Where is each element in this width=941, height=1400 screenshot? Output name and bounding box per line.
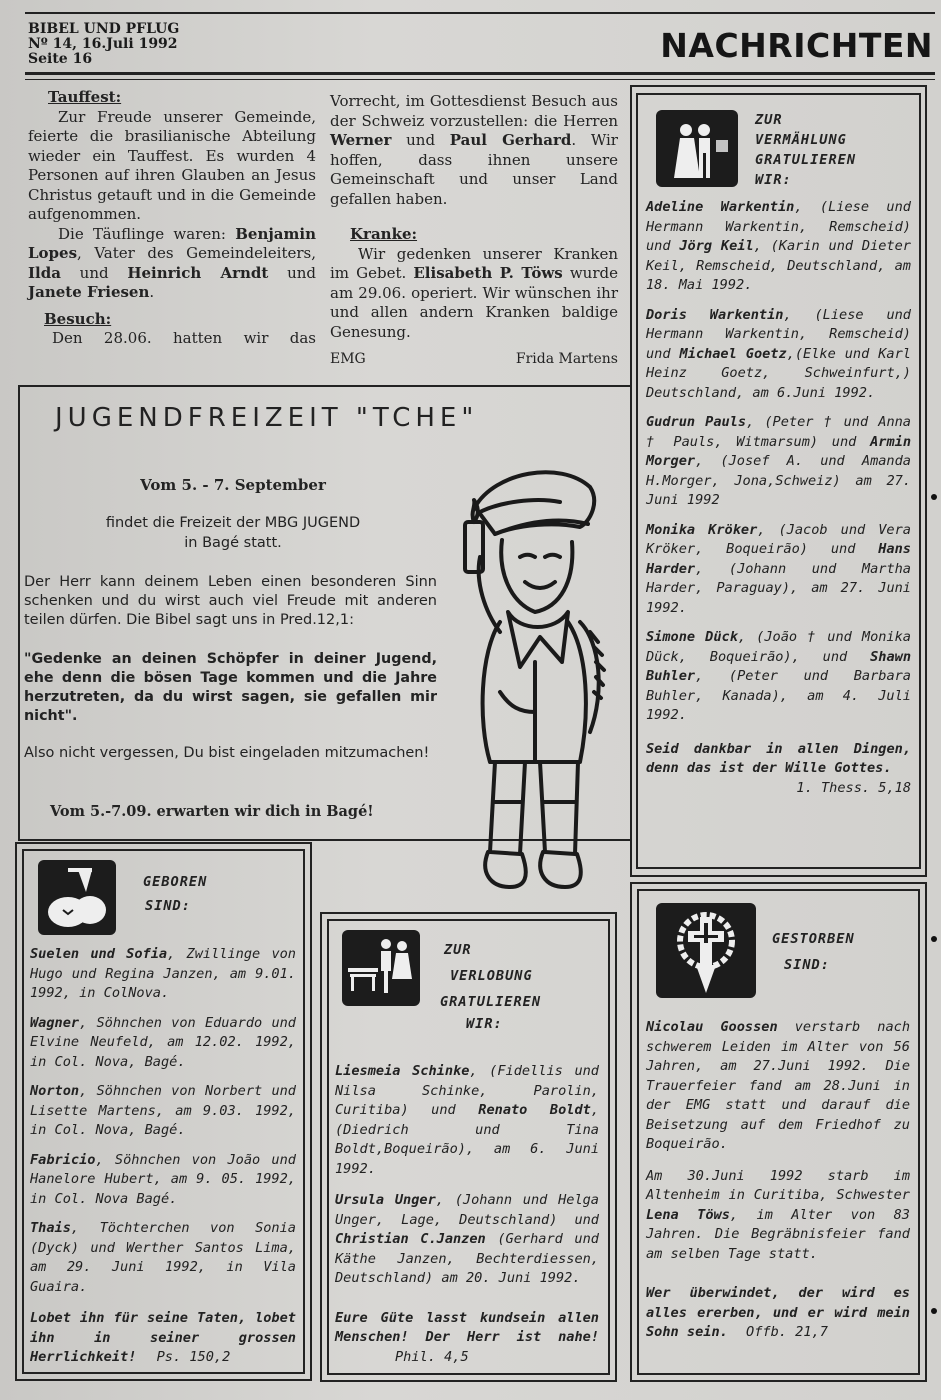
list-item: Suelen und Sofia, Zwillinge von Hugo und Regina Janzen, am 9.01. 1992, in ColNova. <box>30 946 296 1001</box>
top-rule <box>25 12 935 14</box>
besuch-heading: Besuch: <box>44 309 112 328</box>
vermaehlung-heading: ZUR VERMÄHLUNG GRATULIEREN WIR: <box>755 112 857 188</box>
list-item: Norton, Söhnchen von Norbert und Lisette Martens, am 9.03. 1992, in Col. Nova, Bagé. <box>30 1083 296 1138</box>
verlobung-verse: Eure Güte lasst kundsein allen Menschen! Der Herr ist nahe! Phil. 4,5 <box>335 1309 599 1365</box>
list-item: Monika Kröker, (Jacob und Vera Kröker, Boqueirão) und Hans Harder, (Johann und Martha Harder, Paraguay), am 27. Juni 1992. <box>646 521 911 616</box>
wedding-couple-icon <box>656 110 738 187</box>
engaged-couple-bench-icon <box>342 930 420 1006</box>
publication-name: BIBEL UND PFLUG <box>28 21 180 37</box>
besuch-first-line: Den 28.06. hatten wir das <box>52 329 316 347</box>
geboren-verse: Lobet ihn für seine Taten, lobet ihn in seiner grossen Herrlichkeit! Ps. 150,2 <box>30 1310 296 1365</box>
list-item: Fabricio, Söhnchen von João und Hanelore Hubert, am 9. 05. 1992, in Col. Nova Bagé. <box>30 1151 296 1207</box>
obituary-goossen: Nicolau Goossen verstarb nach schwerem Leiden im Alter von 56 Jahren, am 27.Juni 1992. Die Trauerfeier fand am 28.Juni in der EMG statt und darauf die Beisetzung auf dem Friedhof zu Boqueirão. <box>646 1019 911 1152</box>
boy-with-candle-drawing <box>440 462 630 907</box>
verlobung-heading: ZUR VERLOBUNG GRATULIEREN WIR: <box>440 942 542 1032</box>
gestorben-heading: GESTORBEN SIND: <box>772 931 855 973</box>
list-item: Simone Dück, (João † und Monika Dück, Boqueirão), und Shawn Buhler, (Peter und Barbara Buhler, Kanada), am 4. Juli 1992. <box>646 629 911 723</box>
vermaehlung-list <box>646 198 911 798</box>
header-rule-thin <box>25 79 935 80</box>
tauffest-baptized: Die Täuflinge waren: Benjamin Lopes, Vater des Gemeindeleiters, Ilda und Heinrich Arndt und Janete Friesen. <box>28 224 316 301</box>
geboren-heading: GEBOREN SIND: <box>143 874 208 914</box>
list-item: Gudrun Pauls, (Peter † und Anna † Pauls, Witmarsum) und Armin Morger, (Josef A. und Amanda H.Morger, Jona,Schweiz) am 27. Juni 1992 <box>646 414 911 508</box>
signature-author: Frida Martens <box>515 351 618 367</box>
cross-wreath-icon <box>656 903 756 998</box>
tauffest-article <box>28 88 316 349</box>
list-item: Wagner, Söhnchen von Eduardo und Elvine Neufeld, am 12.02. 1992, in Col. Nova, Bagé. <box>30 1014 296 1070</box>
verlobung-list <box>335 1062 599 1367</box>
jugendfreizeit-text: Der Herr kann deinem Leben einen besonderen Sinn schenken und du wirst auch viel Freude mit anderen teilen dürfen. Die Bibel sagt uns in Pred.12,1: <box>24 574 437 628</box>
section-title: NACHRICHTEN <box>660 26 933 65</box>
binder-hole <box>931 1308 937 1314</box>
jugendfreizeit-dates: Vom 5. - 7. September <box>140 476 326 494</box>
geboren-list <box>30 945 296 1368</box>
besuch-continued: Vorrecht, im Gottesdienst Besuch aus der Schweiz vorzustellen: die Herren Werner und Paul Gerhard. Wir hoffen, dass ihnen unsere Gemeinschaft und unser Land gefallen haben. <box>330 92 618 208</box>
issue-line: Nº 14, 16.Juli 1992 <box>28 36 178 52</box>
list-item: Liesmeia Schinke, (Fidellis und Nilsa Schinke, Parolin, Curitiba) und Renato Boldt, (Diedrich und Tina Boldt,Boqueirão), am 6. Juni 1992. <box>335 1063 600 1177</box>
vermaehlung-verse: Seid dankbar in allen Dingen, denn das ist der Wille Gottes. <box>646 740 911 776</box>
vermaehlung-ref: 1. Thess. 5,18 <box>796 779 911 796</box>
verlobung-ref: Phil. 4,5 <box>395 1348 469 1365</box>
obituary-toews: Am 30.Juni 1992 starb im Altenheim in Curitiba, Schwester Lena Töws, im Alter von 83 Jahren. Die Begräbnisfeier fand am selben Tage statt. <box>646 1167 910 1262</box>
kranke-text: Wir gedenken unserer Kranken im Gebet. Elisabeth P. Töws wurde am 29.06. operiert. Wir wünschen ihr und allen andern Kranken baldige Genesung. <box>330 244 618 341</box>
besuch-kranke-column <box>330 92 618 370</box>
gestorben-verse: Wer überwindet, der wird es alles ererben, und er wird mein Sohn sein. Offb. 21,7 <box>646 1285 910 1340</box>
list-item: Thais, Töchterchen von Sonia (Dyck) und Werther Santos Lima, am 29. Juni 1992, in Vila Guaira. <box>30 1220 296 1295</box>
binder-hole <box>931 936 937 942</box>
tauffest-text: Zur Freude unserer Gemeinde, feierte die brasilianische Abteilung wieder ein Tauffest. Es wurden 4 Personen auf ihren Glauben an Jesus Christus getauft und in die Gemeinde aufgenommen. <box>28 107 316 223</box>
page-number: Seite 16 <box>28 51 93 67</box>
binder-hole <box>931 494 937 500</box>
jugendfreizeit-title: JUGENDFREIZEIT "TCHE" <box>55 403 479 433</box>
publication-header <box>28 22 179 67</box>
gestorben-ref: Offb. 21,7 <box>746 1324 828 1340</box>
kranke-heading: Kranke: <box>350 225 418 243</box>
gestorben-text <box>646 1018 910 1343</box>
jugendfreizeit-closing: Vom 5.-7.09. erwarten wir dich in Bagé! <box>50 803 374 820</box>
header-rule <box>25 72 935 75</box>
jugendfreizeit-invite: Also nicht vergessen, Du bist eingeladen mitzumachen! <box>24 745 430 761</box>
list-item: Ursula Unger, (Johann und Helga Unger, Lage, Deutschland) und Christian C.Janzen (Gerhard und Käthe Janzen, Bechterdiessen, Deutschland) am 20. Juni 1992. <box>335 1192 599 1286</box>
jugendfreizeit-info: findet die Freizeit der MBG JUGEND in Bagé statt. <box>105 515 361 551</box>
geboren-ref: Ps. 150,2 <box>156 1349 231 1365</box>
baby-cradle-icon <box>38 860 116 935</box>
signature-emg: EMG <box>330 351 366 367</box>
list-item: Adeline Warkentin, (Liese und Hermann Warkentin, Remscheid) und Jörg Keil, (Karin und Dieter Keil, Remscheid, Deutschland, am 18. Mai 1992. <box>646 199 911 293</box>
jugendfreizeit-quote: "Gedenke an deinen Schöpfer in deiner Jugend, ehe denn die bösen Tage kommen und die Jahre herzutreten, da du wirst sagen, sie gefallen mir nicht". <box>24 651 437 724</box>
list-item: Doris Warkentin, (Liese und Hermann Warkentin, Remscheid) und Michael Goetz,(Elke und Karl Heinz Goetz, Schweinfurt,) Deutschland, am 6.Juni 1992. <box>646 306 911 401</box>
kranke-signature <box>330 350 618 370</box>
tauffest-heading: Tauffest: <box>48 88 122 106</box>
